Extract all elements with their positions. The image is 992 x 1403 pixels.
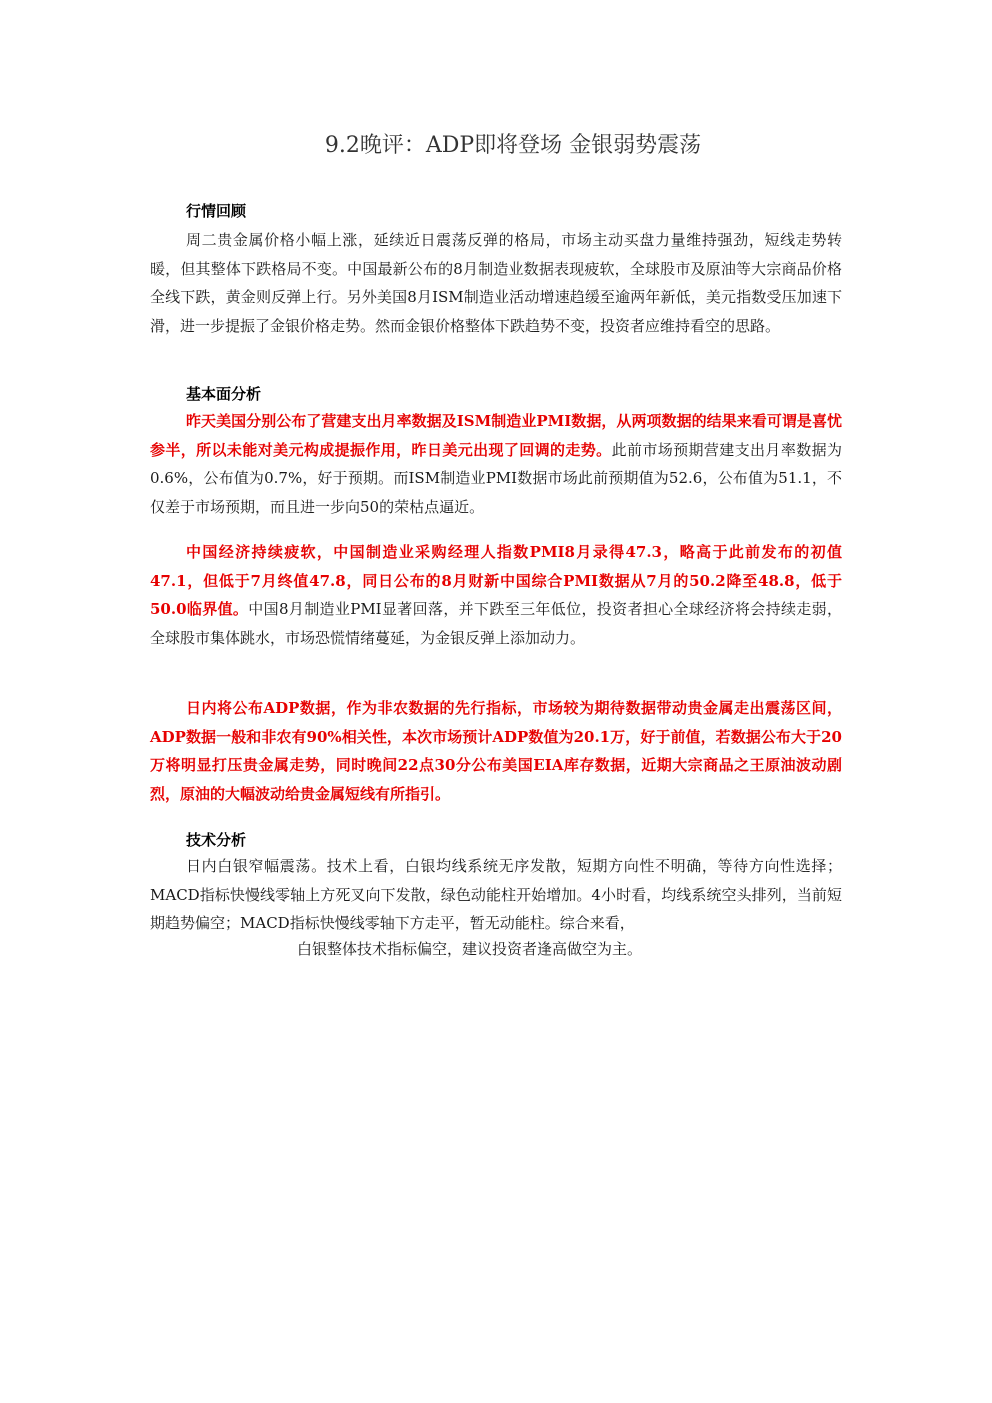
- body-text: 中国8月制造业PMI显著回落，并下跌至三年低位，投资者担心全球经济将会持续走弱，全球股市集体跳水，市场恐慌情绪蔓延，为金银反弹上添加动力。: [150, 600, 842, 647]
- document-title: 9.2晚评：ADP即将登场 金银弱势震荡: [324, 133, 702, 158]
- section-heading-market-review: 行情回顾: [186, 202, 247, 220]
- technical-paragraph: 日内白银窄幅震荡。技术上看，白银均线系统无序发散，短期方向性不明确，等待方向性选择；MACD指标快慢线零轴上方死叉向下发散，绿色动能柱开始增加。4小时看，均线系统空头排列，当前短期趋势偏空；MACD指标快慢线零轴下方走平，暂无动能柱。综合来看，: [150, 857, 842, 932]
- highlight-text: 日内将公布ADP数据，作为非农数据的先行指标，市场较为期待数据带动贵金属走出震荡区间，ADP数据一般和非农有90%相关性，本次市场预计ADP数值为20.1万，好于前值，若数据公布大于20万将明显打压贵金属走势，同时晚间22点30分公布美国EIA库存数据，近期大宗商品之王原油波动剧烈，原油的大幅波动给贵金属短线有所指引。: [150, 699, 842, 803]
- technical-paragraph-tail: 白银整体技术指标偏空，建议投资者逢高做空为主。: [297, 940, 643, 958]
- fundamental-paragraph-2: [150, 538, 842, 652]
- highlight-text: 昨天美国分别公布了营建支出月率数据及ISM制造业PMI数据，从两项数据的结果来看可谓是喜忧参半，所以未能对美元构成提振作用，昨日美元出现了回调的走势。: [150, 412, 842, 459]
- section-heading-fundamental-analysis: 基本面分析: [186, 385, 262, 403]
- fundamental-paragraph-3: [150, 694, 842, 808]
- highlight-text: 中国经济持续疲软，中国制造业采购经理人指数PMI8月录得47.3，略高于此前发布的初值47.1，但低于7月终值47.8，同日公布的8月财新中国综合PMI数据从7月的50.2降至48.8，低于50.0临界值。: [150, 543, 842, 618]
- market-review-paragraph: 周二贵金属价格小幅上涨，延续近日震荡反弹的格局，市场主动买盘力量维持强劲，短线走势转暖，但其整体下跌格局不变。中国最新公布的8月制造业数据表现疲软，全球股市及原油等大宗商品价格全线下跌，黄金则反弹上行。另外美国8月ISM制造业活动增速趋缓至逾两年新低，美元指数受压加速下滑，进一步提振了金银价格走势。然而金银价格整体下跌趋势不变，投资者应维持看空的思路。: [150, 231, 842, 335]
- fundamental-paragraph-1: [150, 407, 842, 521]
- section-heading-technical-analysis: 技术分析: [186, 831, 247, 849]
- body-text: 此前市场预期营建支出月率数据为0.6%，公布值为0.7%，好于预期。而ISM制造业PMI数据市场此前预期值为52.6，公布值为51.1，不仅差于市场预期，而且进一步向50的荣枯点逼近。: [150, 440, 842, 516]
